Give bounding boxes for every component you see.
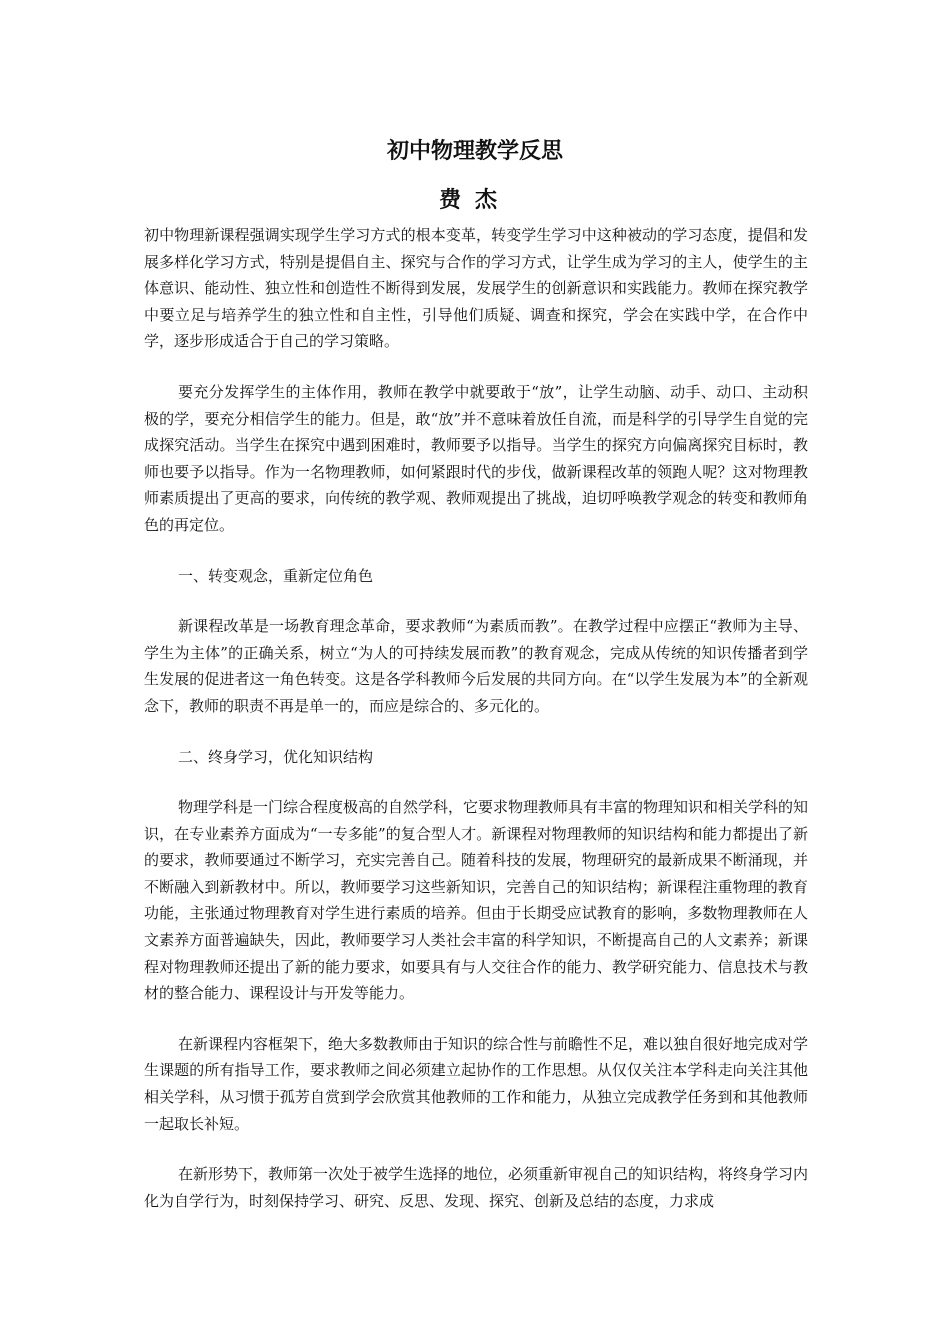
- paragraph: 物理学科是一门综合程度极高的自然学科，它要求物理教师具有丰富的物理知识和相关学科的知识，在专业素养方面成为“一专多能”的复合型人才。新课程对物理教师的知识结构和能力都提出了新的要求，教师要通过不断学习，充实完善自己。随着科技的发展，物理研究的最新成果不断涌现，并不断融入到新教材中。所以，教师要学习这些新知识，完善自己的知识结构；新课程注重物理的教育功能，主张通过物理教育对学生进行素质的培养。但由于长期受应试教育的影响，多数物理教师在人文素养方面普遍缺失，因此，教师要学习人类社会丰富的科学知识，不断提高自己的人文素养；新课程对物理教师还提出了新的能力要求，如要具有与人交往合作的能力、教学研究能力、信息技术与教材的整合能力、课程设计与开发等能力。: [144, 798, 809, 1003]
- section-heading: 一、转变观念，重新定位角色: [178, 566, 374, 585]
- document-body: [144, 222, 808, 1238]
- paragraph: 要充分发挥学生的主体作用，教师在教学中就要敢于“放”，让学生动脑、动手、动口、主动积极的学，要充分相信学生的能力。但是，敢“放”并不意味着放任自流，而是科学的引导学生自觉的完成探究活动。当学生在探究中遇到困难时，教师要予以指导。当学生的探究方向偏离探究目标时，教师也要予以指导。作为一名物理教师，如何紧跟时代的步伐，做新课程改革的领跑人呢？这对物理教师素质提出了更高的要求，向传统的教学观、教师观提出了挑战，迫切呼唤教学观念的转变和教师角色的再定位。: [144, 382, 808, 534]
- document-title: 初中物理教学反思: [386, 139, 563, 164]
- paragraph: 新课程改革是一场教育理念革命，要求教师“为素质而教”。在教学过程中应摆正“教师为主导、学生为主体”的正确关系，树立“为人的可持续发展而教”的教育观念，完成从传统的知识传播者到学生发展的促进者这一角色转变。这是各学科教师今后发展的共同方向。在“以学生发展为本”的全新观念下，教师的职责不再是单一的，而应是综合的、多元化的。: [144, 617, 808, 715]
- section-heading: 二、终身学习，优化知识结构: [178, 747, 374, 766]
- paragraph: 初中物理新课程强调实现学生学习方式的根本变革，转变学生学习中这种被动的学习态度，提倡和发展多样化学习方式，特别是提倡自主、探究与合作的学习方式，让学生成为学习的主人，使学生的主体意识、能动性、独立性和创造性不断得到发展，发展学生的创新意识和实践能力。教师在探究教学中要立足与培养学生的独立性和自主性，引导他们质疑、调查和探究，学会在实践中学，在合作中学，逐步形成适合于自己的学习策略。: [144, 226, 808, 351]
- document-author: 费杰: [438, 188, 511, 213]
- paragraph: 在新形势下，教师第一次处于被学生选择的地位，必须重新审视自己的知识结构，将终身学习内化为自学行为，时刻保持学习、研究、反思、发现、探究、创新及总结的态度，力求成: [144, 1165, 809, 1210]
- paragraph: 在新课程内容框架下，绝大多数教师由于知识的综合性与前瞻性不足，难以独自很好地完成对学生课题的所有指导工作，要求教师之间必须建立起协作的工作思想。从仅仅关注本学科走向关注其他相关学科，从习惯于孤芳自赏到学会欣赏其他教师的工作和能力，从独立完成教学任务到和其他教师一起取长补短。: [144, 1034, 809, 1133]
